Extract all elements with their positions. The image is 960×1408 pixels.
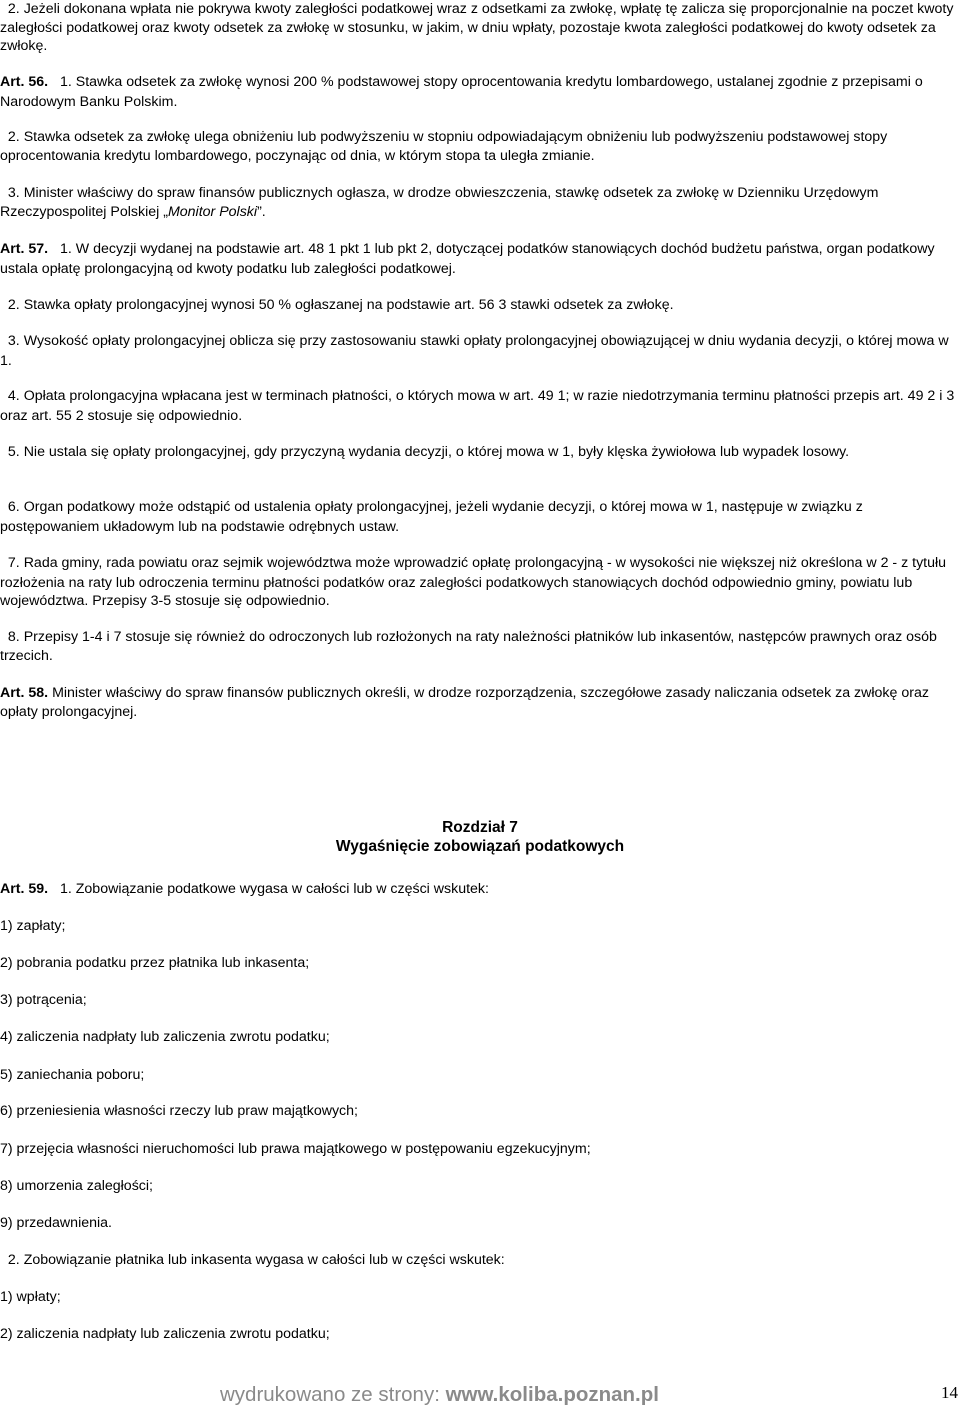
paragraph-number: 6.	[7, 499, 20, 515]
list-item: 9) przedawnienia.	[0, 1215, 112, 1231]
paragraph-text: Minister właściwy do spraw finansów publicznych określi, w drodze rozporządzenia, szczegółowe zasady naliczania odsetek za zwłokę oraz opłaty prolongacyjnej.	[0, 685, 929, 720]
paragraph-art57-4	[0, 387, 960, 426]
list-item: 1) zapłaty;	[0, 918, 66, 934]
paragraph-text: Organ podatkowy może odstąpić od ustalenia opłaty prolongacyjnej, jeżeli wydanie decyzji, o której mowa w	[23, 499, 702, 515]
paragraph-text: W decyzji wydanej na podstawie art. 48	[75, 241, 325, 257]
paragraph-text: Stawka odsetek za zwłokę wynosi 200 % podstawowej stopy oprocentowania kredytu lombardowego, ustalanej zgodnie z przepisami o Narodowym Banku Polskim.	[0, 74, 923, 110]
paragraph-art56-1	[0, 73, 960, 111]
paragraph-art59-1	[0, 880, 960, 900]
article-label: Art. 58.	[0, 685, 49, 701]
paragraph-text: Zobowiązanie podatkowe wygasa w całości lub w części wskutek:	[75, 881, 489, 897]
paragraph-art57-5	[0, 443, 960, 463]
list-item: 8) umorzenia zaległości;	[0, 1178, 153, 1194]
list-item: 3) potrącenia;	[0, 992, 87, 1008]
paragraph-art59-2	[0, 1251, 960, 1270]
paragraph-number: 2.	[7, 1, 20, 17]
paragraph-text: Stawka odsetek za zwłokę ulega obniżeniu lub podwyższeniu w stopniu odpowiadającym obniżeniu lub podwyższeniu podstawowej stopy oprocentowania kredytu lombardowego, poczynając od dnia, w którym stopa ta uległa zmianie.	[0, 129, 888, 164]
paragraph-number: 2.	[7, 1252, 20, 1268]
paragraph-art57-1	[0, 240, 960, 278]
paragraph-text: Nie ustala się opłaty prolongacyjnej, gdy przyczyną wydania decyzji, o której mowa w	[23, 444, 559, 460]
paragraph-art56-3	[0, 184, 960, 221]
paragraph-text: 1, były klęska żywiołowa lub wypadek losowy.	[562, 444, 850, 460]
paragraph-text: Zobowiązanie płatnika lub inkasenta wygasa w całości lub w części wskutek:	[23, 1252, 505, 1268]
paragraph-text-end: ”.	[257, 203, 266, 220]
paragraph-text: 3 stawki odsetek za zwłokę.	[498, 297, 674, 313]
list-item: 1) wpłaty;	[0, 1289, 61, 1305]
paragraph-text: 1; w razie niedotrzymania terminu płatności przepis art. 49	[557, 388, 924, 404]
list-item: 4) zaliczenia nadpłaty lub zaliczenia zwrotu podatku;	[0, 1029, 330, 1045]
paragraph-text: Jeżeli dokonana wpłata nie pokrywa kwoty zaległości podatkowej wraz z odsetkami za zwłokę, wpłatę tę zalicza się proporcjonalnie na poczet kwoty zaległości podatkowej oraz kwoty odsetek za zwłokę w stosunku, w jakim, w dniu wpłaty, pozostaje kwota zaległości podatkowej do kwoty odsetek za zwłokę.	[0, 1, 954, 55]
chapter-number: Rozdział 7	[442, 819, 518, 836]
article-label: Art. 59.	[0, 881, 49, 897]
paragraph-number: 1.	[59, 241, 72, 257]
list-item: 5) zaniechania poboru;	[0, 1067, 145, 1083]
paragraph-art58	[0, 684, 960, 721]
paragraph-text: Stawka opłaty prolongacyjnej wynosi 50 % ogłaszanej na podstawie art. 56	[23, 297, 495, 313]
paragraph-text: 2 i 3 oraz art. 55	[0, 388, 955, 424]
paragraph-art55-2	[0, 0, 960, 56]
paragraph-text: 1, następuje w związku z postępowaniem układowym lub na podstawie odrębnych ustaw.	[0, 499, 863, 535]
paragraph-number: 3.	[7, 333, 20, 349]
footer-prefix: wydrukowano ze strony:	[220, 1383, 446, 1406]
paragraph-art56-2	[0, 128, 960, 165]
list-item: 2) pobrania podatku przez płatnika lub inkasenta;	[0, 955, 310, 971]
paragraph-number: 8.	[7, 629, 20, 645]
paragraph-number: 7.	[7, 555, 20, 571]
list-item: 6) przeniesienia własności rzeczy lub praw majątkowych;	[0, 1103, 358, 1119]
chapter-title: Wygaśnięcie zobowiązań podatkowych	[335, 838, 625, 855]
list-item: 7) przejęcia własności nieruchomości lub prawa majątkowego w postępowaniu egzekucyjnym;	[0, 1141, 591, 1157]
paragraph-number: 2.	[7, 129, 20, 145]
footer-source	[220, 1383, 659, 1407]
footer-site-link[interactable]: www.koliba.poznan.pl	[445, 1383, 659, 1406]
paragraph-number: 2.	[7, 297, 20, 313]
paragraph-number: 1.	[59, 74, 72, 90]
paragraph-art57-6	[0, 498, 960, 536]
paragraph-text: 1 pkt 1 lub pkt 2, dotyczącej podatków stanowiących dochód budżetu państwa, organ podatkowy ustala opłatę prolongacyjną od kwoty podatku lub zaległości podatkowej.	[0, 241, 935, 277]
paragraph-art57-2	[0, 296, 960, 316]
paragraph-text: 2 - z tytułu rozłożenia na raty lub odroczenia terminu płatności podatków oraz zaległości podatkowych stanowiących dochód odpowiednio gminy, powiatu lub województwa. Przepisy	[0, 555, 947, 610]
paragraph-text: Rada gminy, rada powiatu oraz sejmik województwa może wprowadzić opłatę prolongacyjną - w wysokości nie większej niż określona w	[23, 555, 877, 571]
page-number: 14	[941, 1383, 958, 1402]
list-item: 2) zaliczenia nadpłaty lub zaliczenia zwrotu podatku;	[0, 1326, 330, 1342]
paragraph-text: 2 stosuje się odpowiednio.	[75, 407, 243, 424]
paragraph-text: 3-5 stosuje się odpowiednio.	[150, 593, 330, 610]
paragraph-art57-7	[0, 554, 960, 612]
paragraph-art57-3	[0, 332, 960, 370]
paragraph-text: Opłata prolongacyjna wpłacana jest w terminach płatności, o których mowa w art. 49	[23, 388, 554, 404]
italic-title: Monitor Polski	[167, 203, 258, 220]
paragraph-number: 4.	[7, 388, 20, 404]
article-label: Art. 57.	[0, 241, 49, 257]
paragraph-text: Minister właściwy do spraw finansów publicznych ogłasza, w drodze obwieszczenia, stawkę odsetek za zwłokę w Dzienniku Urzędowym Rzeczypospolitej Polskiej „	[0, 185, 879, 220]
paragraph-art57-8	[0, 628, 960, 665]
paragraph-text: 1.	[0, 352, 12, 369]
article-label: Art. 56.	[0, 74, 49, 90]
paragraph-number: 3.	[7, 185, 20, 201]
paragraph-number: 1.	[59, 881, 72, 897]
paragraph-number: 5.	[7, 444, 20, 460]
paragraph-text: Wysokość opłaty prolongacyjnej oblicza się przy zastosowaniu stawki opłaty prolongacyjnej obowiązującej w dniu wydania decyzji, o której mowa w	[23, 333, 949, 349]
paragraph-text: Przepisy 1-4 i 7 stosuje się również do odroczonych lub rozłożonych na raty należności płatników lub inkasentów, następców prawnych oraz osób trzecich.	[0, 629, 937, 664]
